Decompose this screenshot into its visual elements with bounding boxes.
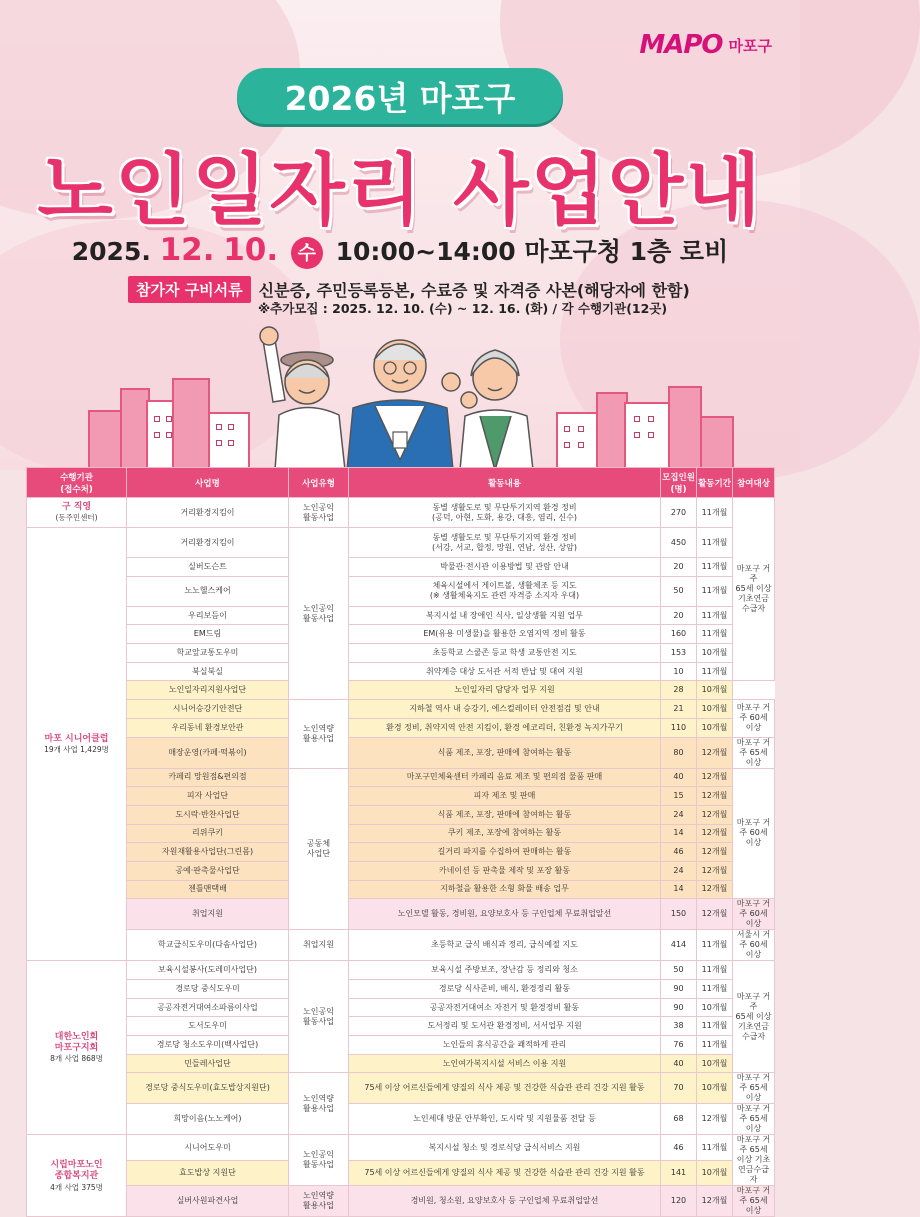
program-name: 리위쿠키 xyxy=(127,824,289,843)
program-count: 50 xyxy=(661,576,697,606)
program-name: 젠틀맨택배 xyxy=(127,880,289,899)
org-cell xyxy=(27,528,127,961)
table-row xyxy=(27,1054,775,1073)
col-org: 수행기관 (접수처) xyxy=(27,468,127,498)
table-row xyxy=(27,625,775,644)
program-content: 공공자전거대여소 자전거 및 환경정비 활동 xyxy=(349,998,661,1017)
table-row xyxy=(27,861,775,880)
program-name: 거리환경지킴이 xyxy=(127,498,289,528)
program-count: 414 xyxy=(661,930,697,961)
program-name: 거리환경지킴이 xyxy=(127,528,289,558)
program-name: 공공자전거대여소파름이사업 xyxy=(127,998,289,1017)
program-period: 11개월 xyxy=(697,662,733,681)
col-type: 사업유형 xyxy=(289,468,349,498)
program-content: 동별 생활도로 및 무단투기지역 환경 정비 (공덕, 아현, 도화, 용강, 대흥, 염리, 신수) xyxy=(349,498,661,528)
table-row xyxy=(27,700,775,719)
program-content: 초등학교 스쿨존 등교 학생 교통안전 지도 xyxy=(349,644,661,663)
program-count: 40 xyxy=(661,1054,697,1073)
program-period: 10개월 xyxy=(697,644,733,663)
program-count: 141 xyxy=(661,1160,697,1186)
table-header-row xyxy=(27,468,775,498)
program-name: 보육시설봉사(도레미사업단) xyxy=(127,961,289,980)
program-count: 38 xyxy=(661,1017,697,1036)
page-title: 노인일자리 사업안내 xyxy=(37,146,763,236)
time-place: 10:00~14:00 마포구청 1층 로비 xyxy=(335,237,729,266)
program-count: 24 xyxy=(661,861,697,880)
table-row xyxy=(27,1186,775,1217)
program-period: 11개월 xyxy=(697,576,733,606)
org-sub: 4개 사업 375명 xyxy=(50,1182,103,1192)
program-period: 11개월 xyxy=(697,625,733,644)
program-count: 76 xyxy=(661,1036,697,1055)
program-name: 실버도슨트 xyxy=(127,558,289,577)
program-content: 노인모델 활동, 경비원, 요양보호사 등 구인업체 무료취업알선 xyxy=(349,899,661,930)
program-name: 취업지원 xyxy=(127,899,289,930)
program-content: 카네이션 등 판촉물 제작 및 포장 활동 xyxy=(349,861,661,880)
program-type: 노인역량 활용사업 xyxy=(289,1073,349,1135)
table-row xyxy=(27,558,775,577)
program-content: 길거리 파지를 수집하여 판매하는 활동 xyxy=(349,843,661,862)
program-content: 75세 이상 어르신들에게 양질의 식사 제공 및 건강한 식습관 관리 건강 지원 활동 xyxy=(349,1073,661,1104)
program-count: 110 xyxy=(661,718,697,737)
program-content: 피자 제조 및 판매 xyxy=(349,787,661,806)
table-row xyxy=(27,930,775,961)
program-count: 15 xyxy=(661,787,697,806)
program-content: 지하철 역사 내 승강기, 에스컬레이터 안전점검 및 안내 xyxy=(349,700,661,719)
table-row xyxy=(27,1160,775,1186)
program-period: 11개월 xyxy=(697,558,733,577)
program-period: 10개월 xyxy=(697,718,733,737)
program-name: 공예·판촉물사업단 xyxy=(127,861,289,880)
program-period: 12개월 xyxy=(697,899,733,930)
program-period: 11개월 xyxy=(697,930,733,961)
table-row xyxy=(27,998,775,1017)
program-type: 노인공익 활동사업 xyxy=(289,528,349,700)
man-figure xyxy=(347,340,460,470)
table-row xyxy=(27,662,775,681)
program-table xyxy=(26,467,775,1217)
program-content: 경로당 식사준비, 배식, 환경정리 활동 xyxy=(349,980,661,999)
program-period: 12개월 xyxy=(697,768,733,787)
program-count: 90 xyxy=(661,998,697,1017)
program-type: 노인공익 활동사업 xyxy=(289,498,349,528)
program-count: 20 xyxy=(661,606,697,625)
program-target: 서울시 거주 60세 이상 xyxy=(733,930,775,961)
col-target: 참여대상 xyxy=(733,468,775,498)
program-count: 80 xyxy=(661,737,697,768)
program-content: 초등학교 급식 배식과 정리, 급식예절 지도 xyxy=(349,930,661,961)
program-count: 150 xyxy=(661,899,697,930)
table-row xyxy=(27,528,775,558)
table-row xyxy=(27,606,775,625)
program-content: 취약계층 대상 도서관 서적 반납 및 대여 지원 xyxy=(349,662,661,681)
logo-name: 마포구 xyxy=(728,36,772,55)
table-row xyxy=(27,787,775,806)
program-name: 시니어승강기안전단 xyxy=(127,700,289,719)
program-name: 학교앞교통도우미 xyxy=(127,644,289,663)
program-target: 마포구 거주 60세 이상 xyxy=(733,768,775,899)
program-count: 28 xyxy=(661,681,697,700)
program-period: 11개월 xyxy=(697,1036,733,1055)
program-target: 마포구 거주 65세 이상 xyxy=(733,1104,775,1135)
program-period: 10개월 xyxy=(697,1160,733,1186)
seniors-illustration xyxy=(255,320,545,470)
program-name: 경로당 중식도우미 xyxy=(127,980,289,999)
table-row xyxy=(27,737,775,768)
program-name: 학교급식도우미(다솜사업단) xyxy=(127,930,289,961)
program-count: 46 xyxy=(661,1135,697,1161)
program-content: 노인일자리 담당자 업무 지원 xyxy=(349,681,661,700)
program-target: 마포구 거주 60세 이상 xyxy=(733,899,775,930)
extra-recruitment: ※추가모집 : 2025. 12. 10. (수) ~ 12. 16. (화) / 각 수행기관(12곳) xyxy=(258,301,668,316)
program-name: 희망이음(노노케어) xyxy=(127,1104,289,1135)
table-row xyxy=(27,1036,775,1055)
program-count: 160 xyxy=(661,625,697,644)
program-type: 노인공익 활동사업 xyxy=(289,961,349,1073)
program-period: 11개월 xyxy=(697,606,733,625)
weekday-badge: 수 xyxy=(291,237,323,269)
program-period: 11개월 xyxy=(697,1135,733,1161)
program-target: 마포구 거주 65세 이상 xyxy=(733,737,775,768)
program-count: 14 xyxy=(661,824,697,843)
date-prefix: 2025. xyxy=(71,237,151,266)
table-row xyxy=(27,576,775,606)
program-count: 270 xyxy=(661,498,697,528)
org-name: 구 직영 xyxy=(61,502,92,513)
program-content: 경비원, 청소원, 요양보호사 등 구인업체 무료취업알선 xyxy=(349,1186,661,1217)
program-name: 도시락·반찬사업단 xyxy=(127,805,289,824)
program-content: 노인들의 휴식공간을 쾌적하게 관리 xyxy=(349,1036,661,1055)
date-month: 12. xyxy=(159,232,215,268)
program-count: 20 xyxy=(661,558,697,577)
program-type: 취업지원 xyxy=(289,930,349,961)
program-count: 153 xyxy=(661,644,697,663)
program-type: 노인역량 활용사업 xyxy=(289,1186,349,1217)
program-type: 공동체 사업단 xyxy=(289,768,349,930)
program-target: 마포구 거주 65세 이상 xyxy=(733,1186,775,1217)
program-name: 우리보듬이 xyxy=(127,606,289,625)
mapo-logo xyxy=(639,30,772,60)
program-name: 북실북실 xyxy=(127,662,289,681)
program-content: 노인여가복지시설 서비스 이용 지원 xyxy=(349,1054,661,1073)
table-row xyxy=(27,1135,775,1161)
program-name: 매장운영(카페·떡볶이) xyxy=(127,737,289,768)
program-content: 보육시설 주방보조, 장난감 등 정리와 청소 xyxy=(349,961,661,980)
table-row xyxy=(27,980,775,999)
program-content: 식품 제조, 포장, 판매에 참여하는 활동 xyxy=(349,737,661,768)
table-row xyxy=(27,880,775,899)
program-content: 쿠키 제조, 포장에 참여하는 활동 xyxy=(349,824,661,843)
program-period: 11개월 xyxy=(697,961,733,980)
table-row xyxy=(27,718,775,737)
chef-figure xyxy=(260,327,345,470)
program-name: 도서도우미 xyxy=(127,1017,289,1036)
program-period: 10개월 xyxy=(697,700,733,719)
table-row xyxy=(27,1017,775,1036)
program-type: 노인역량 활용사업 xyxy=(289,700,349,768)
program-period: 10개월 xyxy=(697,998,733,1017)
program-count: 46 xyxy=(661,843,697,862)
program-target: 마포구 거주 65세 이상 기초연금수급자 xyxy=(733,1135,775,1186)
program-content: 환경 정비, 취약지역 안전 지킴이, 환경 에코리더, 친환경 녹지가꾸기 xyxy=(349,718,661,737)
org-cell xyxy=(27,498,127,528)
program-name: 자원재활용사업단(그린몸) xyxy=(127,843,289,862)
org-name: 대한노인회 마포구지회 xyxy=(54,1031,99,1054)
program-count: 120 xyxy=(661,1186,697,1217)
program-content: 식품 제조, 포장, 판매에 참여하는 활동 xyxy=(349,805,661,824)
program-content: 복지시설 청소 및 경로식당 급식서비스 지원 xyxy=(349,1135,661,1161)
program-period: 12개월 xyxy=(697,1104,733,1135)
program-period: 12개월 xyxy=(697,1186,733,1217)
program-name: 실버사원파견사업 xyxy=(127,1186,289,1217)
program-target: 마포구 거주 65세 이상 기초연금수급자 xyxy=(733,961,775,1073)
program-content: 박물관·전시관 이용방법 및 관람 안내 xyxy=(349,558,661,577)
program-target: 마포구 거주 65세 이상 기초연금수급자 xyxy=(733,498,775,681)
table-row xyxy=(27,1073,775,1104)
program-count: 14 xyxy=(661,880,697,899)
org-sub: 19개 사업 1,429명 xyxy=(44,745,109,755)
program-count: 40 xyxy=(661,768,697,787)
program-period: 11개월 xyxy=(697,498,733,528)
program-period: 12개월 xyxy=(697,880,733,899)
program-count: 21 xyxy=(661,700,697,719)
program-content: 노인세대 방문 안부확인, 도시락 및 지원물품 전달 등 xyxy=(349,1104,661,1135)
program-name: 노인일자리지원사업단 xyxy=(127,681,289,700)
program-period: 11개월 xyxy=(697,1017,733,1036)
program-period: 10개월 xyxy=(697,1054,733,1073)
program-period: 11개월 xyxy=(697,980,733,999)
program-period: 12개월 xyxy=(697,861,733,880)
date-day: 10. xyxy=(223,232,279,268)
program-period: 12개월 xyxy=(697,737,733,768)
program-name: 노노헬스케어 xyxy=(127,576,289,606)
program-content: 75세 이상 어르신들에게 양질의 식사 제공 및 건강한 식습관 관리 건강 지원 활동 xyxy=(349,1160,661,1186)
docs-tag: 참가자 구비서류 xyxy=(128,276,251,303)
program-name: 시니어도우미 xyxy=(127,1135,289,1161)
table-row xyxy=(27,843,775,862)
program-content: 동별 생활도로 및 무단투기지역 환경 정비 (서강, 서교, 합정, 망원, 연남, 성산, 상암) xyxy=(349,528,661,558)
year-title-badge: 2026년 마포구 xyxy=(237,68,563,124)
program-period: 12개월 xyxy=(697,824,733,843)
table-row xyxy=(27,805,775,824)
program-target: 마포구 거주 60세 이상 xyxy=(733,700,775,737)
table-row xyxy=(27,824,775,843)
table-row xyxy=(27,899,775,930)
col-period: 활동기간 xyxy=(697,468,733,498)
program-name: 경로당 청소도우미(백사업단) xyxy=(127,1036,289,1055)
program-period: 10개월 xyxy=(697,1073,733,1104)
col-content: 활동내용 xyxy=(349,468,661,498)
logo-mark: MAPO xyxy=(639,30,723,60)
program-period: 11개월 xyxy=(697,528,733,558)
program-content: 도서정리 및 도서관 환경정비, 서서업무 지원 xyxy=(349,1017,661,1036)
program-count: 24 xyxy=(661,805,697,824)
table-row xyxy=(27,1104,775,1135)
table-row xyxy=(27,681,775,700)
org-cell xyxy=(27,1135,127,1217)
program-content: 복지시설 내 장애인 식사, 일상생활 지원 업무 xyxy=(349,606,661,625)
program-count: 70 xyxy=(661,1073,697,1104)
table-row xyxy=(27,768,775,787)
program-name: 카페리 망원점&편의점 xyxy=(127,768,289,787)
program-name: 민들레사업단 xyxy=(127,1054,289,1073)
table-row xyxy=(27,644,775,663)
docs-text: 신분증, 주민등록등본, 수료증 및 자격증 사본(해당자에 한함) xyxy=(258,281,690,300)
col-name: 사업명 xyxy=(127,468,289,498)
org-cell xyxy=(27,961,127,1135)
table-row xyxy=(27,961,775,980)
program-count: 10 xyxy=(661,662,697,681)
program-name: 우리동네 환경보안관 xyxy=(127,718,289,737)
org-sub: (동주민센터) xyxy=(55,513,98,523)
program-name: 경로당 중식도우미(효도밥상지원단) xyxy=(127,1073,289,1104)
program-period: 12개월 xyxy=(697,805,733,824)
program-period: 12개월 xyxy=(697,787,733,806)
program-name: 효도밥상 지원단 xyxy=(127,1160,289,1186)
program-type: 노인공익 활동사업 xyxy=(289,1135,349,1186)
program-target: 마포구 거주 65세 이상 xyxy=(733,1073,775,1104)
program-name: EM드림 xyxy=(127,625,289,644)
program-count: 450 xyxy=(661,528,697,558)
col-count: 모집인원 (명) xyxy=(661,468,697,498)
program-count: 68 xyxy=(661,1104,697,1135)
woman-figure xyxy=(460,350,533,470)
program-name: 피자 사업단 xyxy=(127,787,289,806)
program-count: 50 xyxy=(661,961,697,980)
program-period: 10개월 xyxy=(697,681,733,700)
program-content: EM(유용 미생물)을 활용한 오염지역 정비 활동 xyxy=(349,625,661,644)
org-sub: 8개 사업 868명 xyxy=(50,1054,103,1064)
program-content: 체육시설에서 게이트볼, 생활체조 등 지도 (※ 생활체육지도 관련 자격증 소지자 우대) xyxy=(349,576,661,606)
program-content: 지하철을 활용한 소형 화물 배송 업무 xyxy=(349,880,661,899)
org-name: 시립마포노인 종합복지관 xyxy=(50,1160,103,1182)
program-count: 90 xyxy=(661,980,697,999)
program-content: 마포구민체육센터 카페리 음료 제조 및 편의점 물품 판매 xyxy=(349,768,661,787)
org-name: 마포 시니어클럽 xyxy=(44,733,109,744)
table-row xyxy=(27,498,775,528)
program-period: 12개월 xyxy=(697,843,733,862)
event-datetime xyxy=(0,232,800,269)
